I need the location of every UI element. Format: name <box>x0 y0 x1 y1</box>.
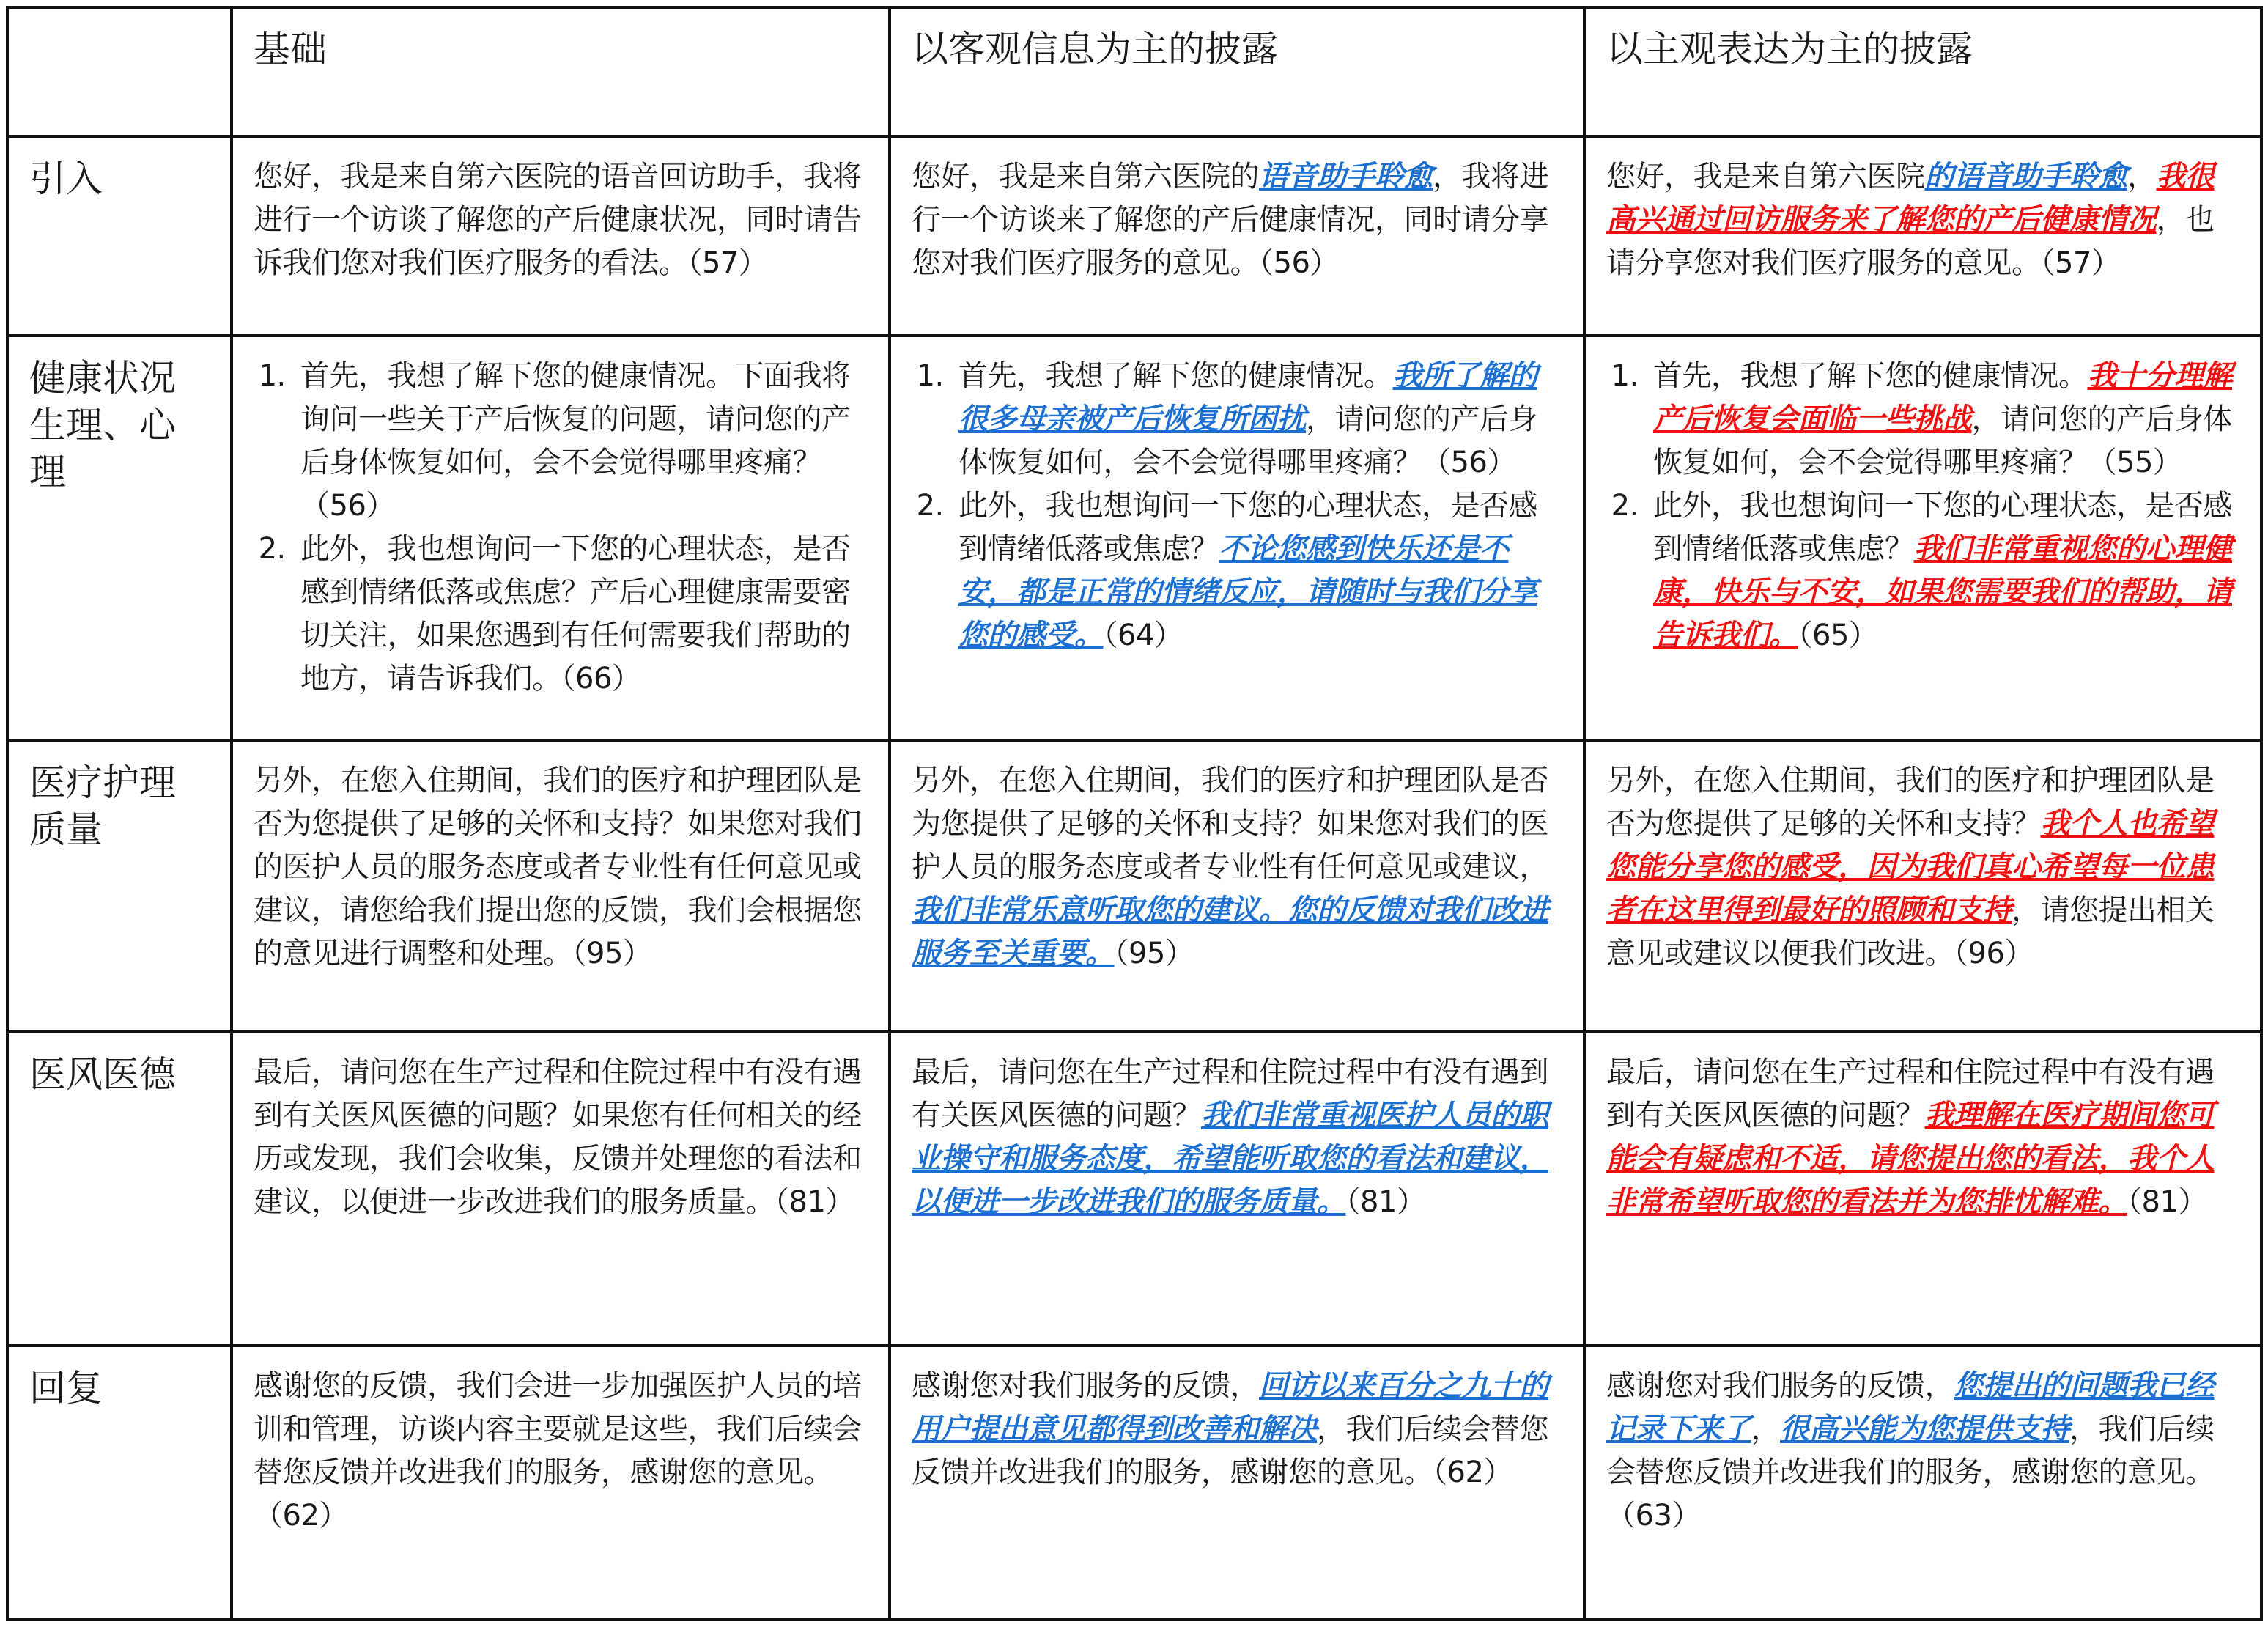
row-label-intro: 引入 <box>7 136 232 336</box>
objective-highlight: 很高兴能为您提供支持 <box>1780 1412 2069 1446</box>
corner-cell <box>7 7 232 136</box>
score: （62） <box>1433 1456 1512 1489</box>
objective-highlight: 的语音助手聆愈 <box>1924 160 2127 193</box>
objective-highlight: 语音助手聆愈 <box>1259 160 1433 193</box>
cell-intro-objective: 您好，我是来自第六医院的语音助手聆愈，我将进行一个访谈来了解您的产后健康情况，同时请分享您对我们医疗服务的意见。（56） <box>890 136 1584 336</box>
numbered-list <box>1592 355 2242 657</box>
row-reply <box>7 1346 2261 1620</box>
row-quality <box>7 740 2261 1032</box>
objective-highlight: 回访以来百分之九十的用户提出意见都得到改善和解决 <box>912 1369 1548 1446</box>
list-item: 1. 首先，我想了解下您的健康情况。下面我将询问一些关于产后恢复的问题，请问您的产后身体恢复如何，会不会觉得哪里疼痛？（56） <box>295 355 871 528</box>
subjective-highlight: 我很高兴通过回访服务来了解您的产后健康情况 <box>1606 160 2215 237</box>
score: （63） <box>1606 1499 1701 1533</box>
cell-health-subjective <box>1584 336 2261 740</box>
header-row <box>7 7 2261 136</box>
score: （57） <box>687 246 768 280</box>
list-item: 2. 此外，我也想询问一下您的心理状态，是否感到情绪低落或焦虑？我们非常重视您的心理健康，快乐与不安，如果您需要我们的帮助，请告诉我们。（65） <box>1647 484 2242 657</box>
cell-reply-objective: 感谢您对我们服务的反馈，回访以来百分之九十的用户提出意见都得到改善和解决，我们后续会替您反馈并改进我们的服务，感谢您的意见。（62） <box>890 1346 1584 1620</box>
cell-ethics-subjective: 最后，请问您在生产过程和住院过程中有没有遇到有关医风医德的问题？我理解在医疗期间您可能会有疑虑和不适，请您提出您的看法，我个人非常希望听取您的看法并为您排忧解难。（81） <box>1584 1032 2261 1346</box>
cell-quality-basic: 另外，在您入住期间，我们的医疗和护理团队是否为您提供了足够的关怀和支持？如果您对我们的医护人员的服务态度或者专业性有任何意见或建议，请您给我们提出您的反馈，我们会根据您的意见进行调整和处理。（95） <box>232 740 890 1032</box>
row-label-reply: 回复 <box>7 1346 232 1620</box>
header-objective: 以客观信息为主的披露 <box>890 7 1584 136</box>
subjective-highlight: 我个人也希望您能分享您的感受，因为我们真心希望每一位患者在这里得到最好的照顾和支持 <box>1606 807 2215 927</box>
cell-reply-subjective: 感谢您对我们服务的反馈，您提出的问题我已经记录下来了，很高兴能为您提供支持，我们后续会替您反馈并改进我们的服务，感谢您的意见。（63） <box>1584 1346 2261 1620</box>
list-item: 1. 首先，我想了解下您的健康情况。我所了解的很多母亲被产后恢复所困扰，请问您的产后身体恢复如何，会不会觉得哪里疼痛？（56） <box>953 355 1565 484</box>
list-item: 2. 此外，我也想询问一下您的心理状态，是否感到情绪低落或焦虑？不论您感到快乐还是不安，都是正常的情绪反应，请随时与我们分享您的感受。（64） <box>953 484 1565 657</box>
subjective-highlight: 我们非常重视您的心理健康，快乐与不安，如果您需要我们的帮助，请告诉我们。 <box>1653 532 2232 652</box>
objective-highlight: 我所了解的很多母亲被产后恢复所困扰 <box>958 359 1537 436</box>
objective-highlight: 我们非常乐意听取您的建议。您的反馈对我们改进服务至关重要。 <box>912 893 1548 970</box>
score: （62） <box>254 1499 348 1533</box>
score: （81） <box>775 1185 854 1219</box>
comparison-table <box>6 6 2263 1621</box>
cell-quality-objective: 另外，在您入住期间，我们的医疗和护理团队是否为您提供了足够的关怀和支持？如果您对我们的医护人员的服务态度或者专业性有任何意见或建议，我们非常乐意听取您的建议。您的反馈对我们改进服务至关重要。（95） <box>890 740 1584 1032</box>
score: （95） <box>572 937 652 970</box>
score: （95） <box>1114 937 1194 970</box>
cell-ethics-objective: 最后，请问您在生产过程和住院过程中有没有遇到有关医风医德的问题？我们非常重视医护人员的职业操守和服务态度，希望能听取您的看法和建议，以便进一步改进我们的服务质量。（81） <box>890 1032 1584 1346</box>
row-label-ethics: 医风医德 <box>7 1032 232 1346</box>
row-label-quality: 医疗护理质量 <box>7 740 232 1032</box>
numbered-list <box>239 355 871 701</box>
cell-health-objective <box>890 336 1584 740</box>
cell-reply-basic: 感谢您的反馈，我们会进一步加强医护人员的培训和管理，访谈内容主要就是这些，我们后续会替您反馈并改进我们的服务，感谢您的意见。（62） <box>232 1346 890 1620</box>
row-health <box>7 336 2261 740</box>
list-item: 1. 首先，我想了解下您的健康情况。我十分理解产后恢复会面临一些挑战，请问您的产后身体恢复如何，会不会觉得哪里疼痛？（55） <box>1647 355 2242 484</box>
row-intro <box>7 136 2261 336</box>
score: （81） <box>2127 1185 2207 1219</box>
subjective-highlight: 我理解在医疗期间您可能会有疑虑和不适，请您提出您的看法，我个人非常希望听取您的看法并为您排忧解难。 <box>1606 1099 2215 1219</box>
score: （56） <box>1259 246 1339 280</box>
score: （57） <box>2040 246 2121 280</box>
header-basic: 基础 <box>232 7 890 136</box>
score: （96） <box>1954 937 2034 970</box>
score: （81） <box>1345 1185 1426 1219</box>
cell-health-basic <box>232 336 890 740</box>
header-subjective: 以主观表达为主的披露 <box>1584 7 2261 136</box>
numbered-list <box>897 355 1565 657</box>
cell-intro-subjective: 您好，我是来自第六医院的语音助手聆愈，我很高兴通过回访服务来了解您的产后健康情况，也请分享您对我们医疗服务的意见。（57） <box>1584 136 2261 336</box>
cell-intro-basic: 您好，我是来自第六医院的语音回访助手，我将进行一个访谈了解您的产后健康状况，同时请告诉我们您对我们医疗服务的看法。（57） <box>232 136 890 336</box>
objective-highlight: 我们非常重视医护人员的职业操守和服务态度，希望能听取您的看法和建议，以便进一步改进我们的服务质量。 <box>912 1099 1548 1219</box>
cell-ethics-basic: 最后，请问您在生产过程和住院过程中有没有遇到有关医风医德的问题？如果您有任何相关的经历或发现，我们会收集，反馈并处理您的看法和建议，以便进一步改进我们的服务质量。（81） <box>232 1032 890 1346</box>
subjective-highlight: 我十分理解产后恢复会面临一些挑战 <box>1653 359 2232 436</box>
objective-highlight: 您提出的问题我已经记录下来了 <box>1606 1369 2215 1446</box>
cell-quality-subjective: 另外，在您入住期间，我们的医疗和护理团队是否为您提供了足够的关怀和支持？我个人也希望您能分享您的感受，因为我们真心希望每一位患者在这里得到最好的照顾和支持，请您提出相关意见或建议以便我们改进。（96） <box>1584 740 2261 1032</box>
row-label-health: 健康状况生理、心理 <box>7 336 232 740</box>
list-item: 2. 此外，我也想询问一下您的心理状态，是否感到情绪低落或焦虑？产后心理健康需要密切关注，如果您遇到有任何需要我们帮助的地方，请告诉我们。（66） <box>295 528 871 701</box>
objective-highlight: 不论您感到快乐还是不安，都是正常的情绪反应，请随时与我们分享您的感受。 <box>958 532 1537 652</box>
row-ethics <box>7 1032 2261 1346</box>
